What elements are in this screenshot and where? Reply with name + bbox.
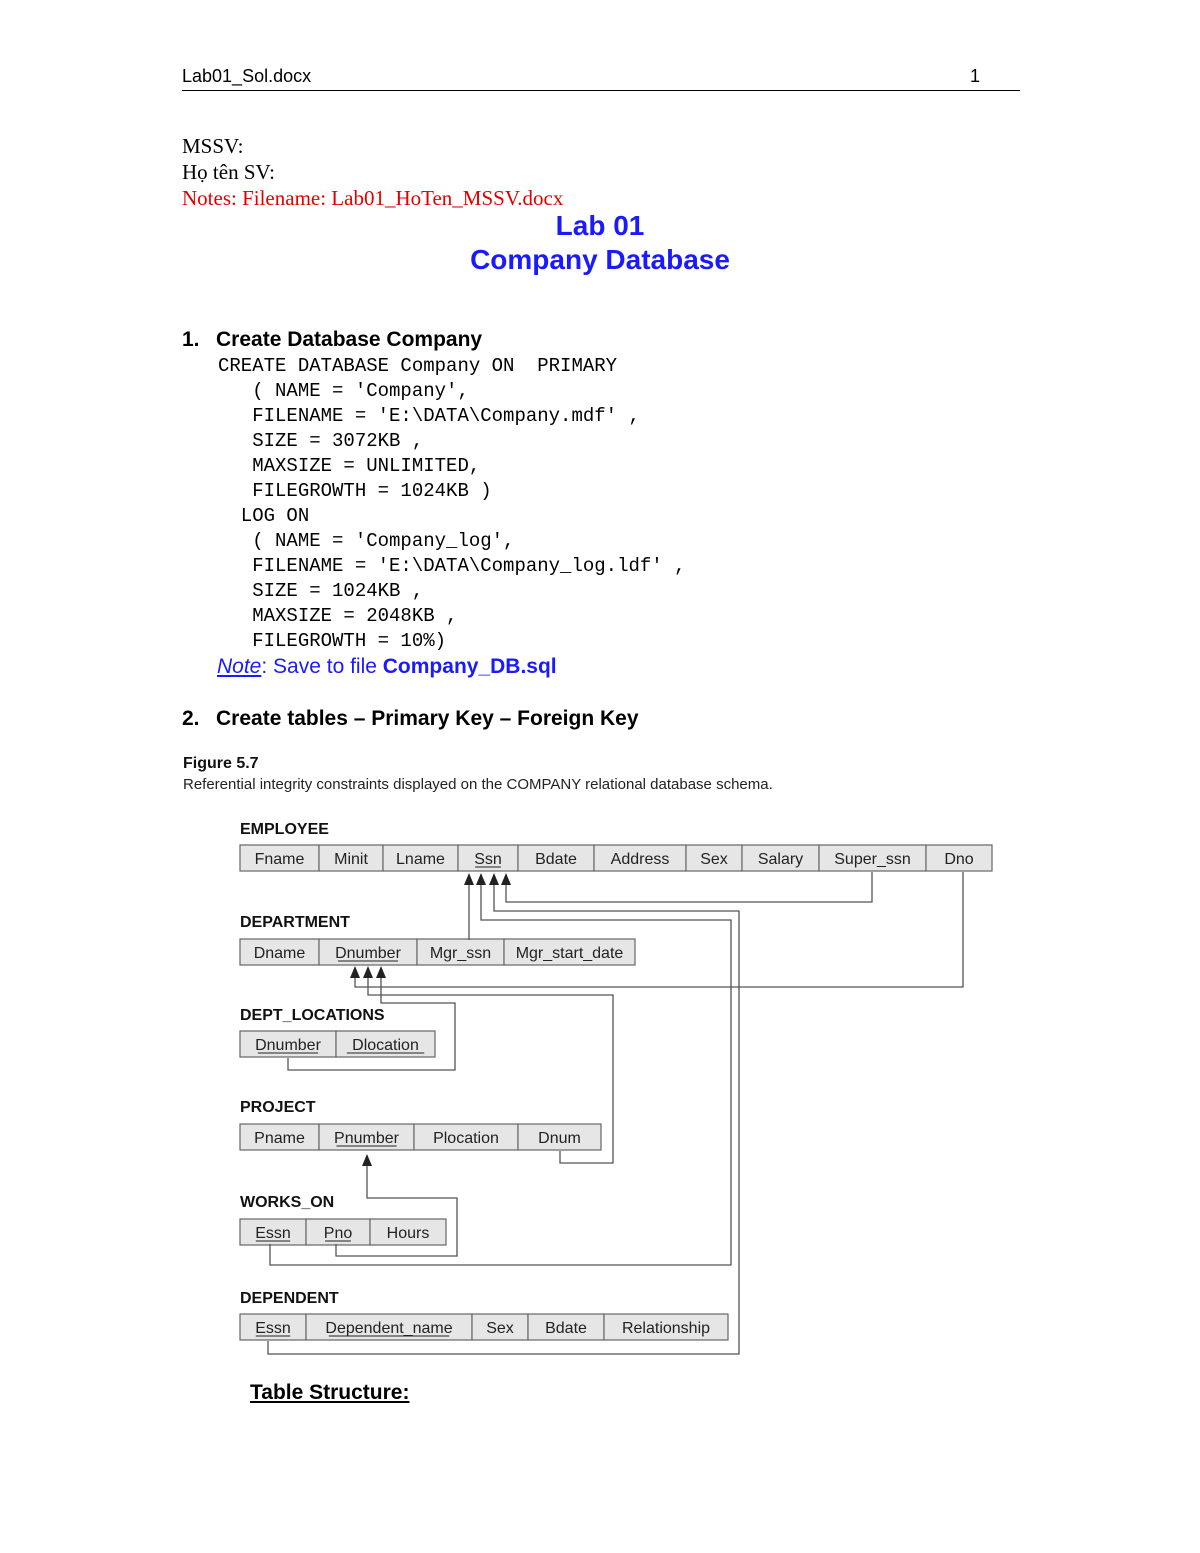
schema-attribute-ssn: Ssn bbox=[474, 851, 502, 868]
arrowhead-icon bbox=[476, 873, 486, 885]
schema-attribute-pname: Pname bbox=[254, 1130, 305, 1147]
section-2-number: 2. bbox=[182, 707, 200, 730]
student-name-label: Họ tên SV: bbox=[182, 160, 275, 184]
arrowhead-icon bbox=[489, 873, 499, 885]
schema-table-dept-locations bbox=[240, 1007, 435, 1057]
schema-attribute-dnum: Dnum bbox=[538, 1130, 581, 1147]
arrowhead-icon bbox=[350, 966, 360, 978]
note-text: : Save to file bbox=[261, 655, 383, 678]
schema-table-employee bbox=[240, 821, 992, 871]
header-page-number: 1 bbox=[969, 66, 980, 86]
schema-attribute-salary: Salary bbox=[757, 851, 804, 868]
schema-attribute-fname: Fname bbox=[254, 851, 305, 868]
create-database-code: CREATE DATABASE Company ON PRIMARY ( NAME = 'Company', FILENAME = 'E:\DATA\Company.mdf' , SIZE = 3072KB , MAXSIZE = UNLIMITED, FILEGROWTH = 1024KB ) LOG ON ( NAME = 'Company_log', FILENAME = 'E:\DATA\Company_log.ldf' , SIZE = 1024KB , MAXSIZE = 2048KB , FILEGROWTH = 10%) bbox=[218, 355, 686, 652]
schema-attribute-minit: Minit bbox=[334, 851, 368, 868]
fk-line-super-ssn bbox=[506, 872, 872, 902]
header-filename: Lab01_Sol.docx bbox=[182, 66, 312, 86]
schema-attribute-mgr-ssn: Mgr_ssn bbox=[429, 945, 492, 962]
filename-notes: Notes: Filename: Lab01_HoTen_MSSV.docx bbox=[182, 186, 564, 210]
schema-attribute-essn: Essn bbox=[255, 1225, 291, 1242]
table-structure-heading: Table Structure: bbox=[250, 1381, 410, 1404]
schema-attribute-dname: Dname bbox=[253, 945, 306, 962]
schema-attribute-hours: Hours bbox=[386, 1225, 430, 1242]
schema-table-name: DEPENDENT bbox=[240, 1290, 339, 1307]
schema-attribute-dnumber: Dnumber bbox=[335, 945, 401, 962]
figure-title: Figure 5.7 bbox=[183, 755, 259, 772]
lab-title: Lab 01 bbox=[555, 210, 645, 241]
schema-table-name: DEPT_LOCATIONS bbox=[240, 1007, 385, 1024]
schema-table-department bbox=[240, 914, 635, 965]
lab-subtitle: Company Database bbox=[470, 244, 730, 275]
figure-caption: Referential integrity constraints displayed on the COMPANY relational database schema. bbox=[183, 776, 773, 793]
schema-attribute-bdate: Bdate bbox=[545, 1320, 587, 1337]
schema-attribute-lname: Lname bbox=[396, 851, 445, 868]
schema-tables bbox=[240, 821, 992, 1340]
arrowhead-icon bbox=[501, 873, 511, 885]
schema-attribute-dlocation: Dlocation bbox=[352, 1037, 419, 1054]
note-label: Note bbox=[217, 655, 262, 678]
schema-table-name: DEPARTMENT bbox=[240, 914, 350, 931]
fk-line-works-on-essn bbox=[270, 879, 731, 1265]
schema-attribute-bdate: Bdate bbox=[535, 851, 577, 868]
schema-attribute-essn: Essn bbox=[255, 1320, 291, 1337]
schema-table-works-on bbox=[240, 1194, 446, 1245]
section-1-title: Create Database Company bbox=[216, 328, 483, 351]
arrowhead-icon bbox=[376, 966, 386, 978]
section-2-title: Create tables – Primary Key – Foreign Key bbox=[216, 707, 639, 730]
schema-attribute-sex: Sex bbox=[486, 1320, 514, 1337]
arrowhead-icon bbox=[464, 873, 474, 885]
schema-attribute-dependent-name: Dependent_name bbox=[325, 1320, 453, 1337]
schema-table-name: PROJECT bbox=[240, 1099, 316, 1116]
schema-attribute-dnumber: Dnumber bbox=[255, 1037, 321, 1054]
schema-table-dependent bbox=[240, 1290, 728, 1340]
schema-table-project bbox=[240, 1099, 601, 1150]
schema-attribute-address: Address bbox=[610, 851, 670, 868]
note-filename: Company_DB.sql bbox=[382, 655, 557, 678]
schema-attribute-mgr-start-date: Mgr_start_date bbox=[515, 945, 624, 962]
schema-attribute-relationship: Relationship bbox=[621, 1320, 711, 1337]
schema-attribute-super-ssn: Super_ssn bbox=[834, 851, 911, 868]
schema-attribute-pno: Pno bbox=[323, 1225, 353, 1242]
schema-attribute-sex: Sex bbox=[700, 851, 728, 868]
schema-table-name: EMPLOYEE bbox=[240, 821, 329, 838]
arrowhead-icon bbox=[363, 966, 373, 978]
section-1-number: 1. bbox=[182, 328, 200, 351]
schema-table-name: WORKS_ON bbox=[240, 1194, 335, 1211]
schema-attribute-plocation: Plocation bbox=[433, 1130, 499, 1147]
schema-attribute-dno: Dno bbox=[944, 851, 974, 868]
mssv-label: MSSV: bbox=[182, 134, 244, 158]
arrowhead-icon bbox=[362, 1154, 372, 1166]
schema-attribute-pnumber: Pnumber bbox=[334, 1130, 399, 1147]
